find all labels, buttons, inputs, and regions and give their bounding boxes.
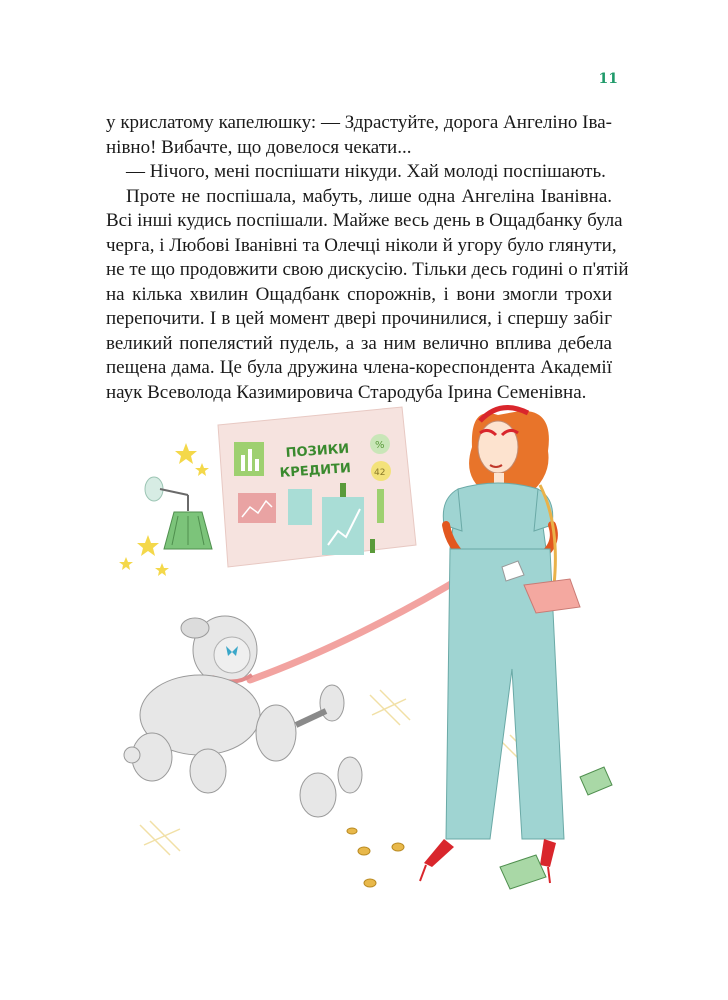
coins [347,828,404,887]
loan-poster [218,407,416,567]
text-line: Всі інші кудись поспішали. Майже весь день в Ощадбанку була [106,210,623,231]
text-line: нівно! Вибачте, що довелося чекати... [106,136,412,158]
page-number: 11 [598,71,618,87]
graph-card [238,493,276,523]
svg-text:42: 42 [374,468,386,478]
text-line: наук Всеволода Казимировича Стародуба Ірина Семенівна. [106,381,587,403]
text-line: черга, і Любові Іванівні та Олечці ніколи й угору було глянути, [106,234,617,256]
lady-figure [420,408,580,883]
text-line: пещена дама. Це була дружина члена-кореспондента Академії [106,357,612,378]
text-line: не те що продовжити свою дискусію. Тільки десь годині о п'ятій [106,259,629,280]
blue-card [288,489,312,525]
leash [250,575,466,680]
text-line: — Нічого, мені поспішати нікуди. Хай молоді поспішають. [126,161,606,182]
text-line: великий попелястий пудель, а за ним велично вплива дебела [106,332,612,354]
illustration [100,385,620,945]
poster-title: ПОЗИКИ [285,441,350,461]
text-line: у крислатому капелюшку: — Здрастуйте, дорога Ангеліно Іва- [106,112,612,133]
poster-subtitle: КРЕДИТИ [279,461,352,481]
text-line: на кілька хвилин Ощадбанк спорожнів, і вони змогли трохи [106,283,612,305]
text-line: перепочити. І в цей момент двері прочинилися, і спершу забіг [106,308,612,329]
wall-lamp [145,477,212,549]
sparkle-stars [119,443,209,576]
text-line: Проте не поспішала, мабуть, лише одна Ангеліна Іванівна. [126,185,612,207]
growth-card [322,497,364,555]
body-text [106,111,629,405]
svg-text:%: % [375,440,385,451]
